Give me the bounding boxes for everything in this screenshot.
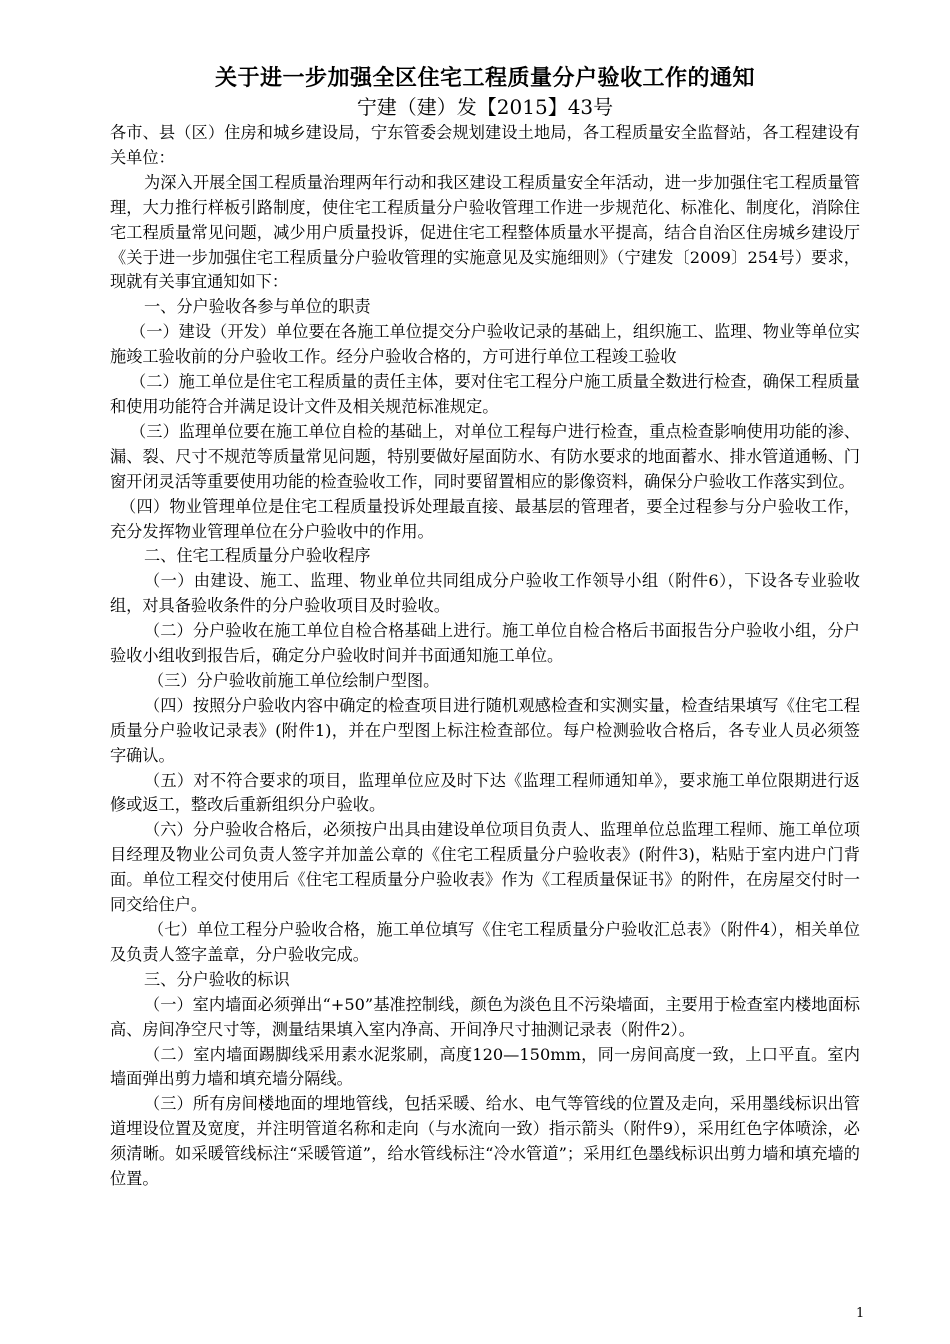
page-number: 1 xyxy=(856,1306,865,1321)
document-title: 关于进一步加强全区住宅工程质量分户验收工作的通知 xyxy=(214,66,755,91)
paragraph: （六）分户验收合格后，必须按户出具由建设单位项目负责人、监理单位总监理工程师、施工单位项目经理及物业公司负责人签字并加盖公章的《住宅工程质量分户验收表》(附件3)，粘贴于室内进户门背面。单位工程交付使用后《住宅工程质量分户验收表》作为《工程质量保证书》的附件，在房屋交付时一同交给住户。 xyxy=(110,820,860,915)
paragraph: （三）所有房间楼地面的埋地管线，包括采暖、给水、电气等管线的位置及走向，采用墨线标识出管道埋设位置及宽度，并注明管道名称和走向（与水流向一致）指示箭头（附件9），采用红色字体喷涂，必须清晰。如采暖管线标注“采暖管道”，给水管线标注“冷水管道”；采用红色墨线标识出剪力墙和填充墙的位置。 xyxy=(110,1094,860,1189)
paragraph: （五）对不符合要求的项目，监理单位应及时下达《监理工程师通知单》，要求施工单位限期进行返修或返工，整改后重新组织分户验收。 xyxy=(110,770,860,815)
paragraph: 各市、县（区）住房和城乡建设局，宁东管委会规划建设土地局，各工程质量安全监督站，各工程建设有关单位： xyxy=(110,123,860,167)
paragraph: 二、住宅工程质量分户验收程序 xyxy=(144,546,371,566)
paragraph: 三、分户验收的标识 xyxy=(144,969,290,989)
document-body xyxy=(110,121,860,1192)
paragraph: 一、分户验收各参与单位的职责 xyxy=(144,297,371,317)
paragraph: （七）单位工程分户验收合格，施工单位填写《住宅工程质量分户验收汇总表》（附件4），相关单位及负责人签字盖章，分户验收完成。 xyxy=(110,920,860,964)
paragraph: （三）监理单位要在施工单位自检的基础上，对单位工程每户进行检查，重点检查影响使用功能的渗、漏、裂、尺寸不规范等质量常见问题，特别要做好屋面防水、有防水要求的地面蓄水、排水管道通畅、门窗开闭灵活等重要使用功能的检查验收工作，同时要留置相应的影像资料，确保分户验收工作落实到位。 xyxy=(110,421,860,491)
paragraph: （二）室内墙面踢脚线采用素水泥浆刷，高度120—150mm，同一房间高度一致，上口平直。室内墙面弹出剪力墙和填充墙分隔线。 xyxy=(110,1044,860,1089)
paragraph: （一）由建设、施工、监理、物业单位共同组成分户验收工作领导小组（附件6），下设各专业验收组，对具备验收条件的分户验收项目及时验收。 xyxy=(110,571,860,616)
paragraph: （四）按照分户验收内容中确定的检查项目进行随机观感检查和实测实量，检查结果填写《住宅工程质量分户验收记录表》(附件1)，并在户型图上标注检查部位。每户检测验收合格后，各专业人员必须签字确认。 xyxy=(110,695,860,765)
paragraph: （一）室内墙面必须弹出“+50”基准控制线，颜色为淡色且不污染墙面，主要用于检查室内楼地面标高、房间净空尺寸等，测量结果填入室内净高、开间净尺寸抽测记录表（附件2）。 xyxy=(110,994,860,1039)
paragraph: （二）施工单位是住宅工程质量的责任主体，要对住宅工程分户施工质量全数进行检查，确保工程质量和使用功能符合并满足设计文件及相关规范标准规定。 xyxy=(110,372,860,416)
document-page xyxy=(110,64,860,1192)
paragraph: （四）物业管理单位是住宅工程质量投诉处理最直接、最基层的管理者，要全过程参与分户验收工作，充分发挥物业管理单位在分户验收中的作用。 xyxy=(110,496,860,541)
paragraph: 为深入开展全国工程质量治理两年行动和我区建设工程质量安全年活动，进一步加强住宅工程质量管理，大力推行样板引路制度，使住宅工程质量分户验收管理工作进一步规范化、标准化、制度化，消除住宅工程质量常见问题，减少用户质量投诉，促进住宅工程整体质量水平提高，结合自治区住房城乡建设厅《关于进一步加强住宅工程质量分户验收管理的实施意见及实施细则》（宁建发〔2009〕254号）要求，现就有关事宜通知如下： xyxy=(110,172,860,292)
paragraph: （二）分户验收在施工单位自检合格基础上进行。施工单位自检合格后书面报告分户验收小组，分户验收小组收到报告后，确定分户验收时间并书面通知施工单位。 xyxy=(110,621,860,666)
paragraph: （一）建设（开发）单位要在各施工单位提交分户验收记录的基础上，组织施工、监理、物业等单位实施竣工验收前的分户验收工作。经分户验收合格的，方可进行单位工程竣工验收 xyxy=(110,322,860,367)
document-number: 宁建（建）发【2015】43号 xyxy=(356,95,614,119)
paragraph: （三）分户验收前施工单位绘制户型图。 xyxy=(148,670,440,690)
